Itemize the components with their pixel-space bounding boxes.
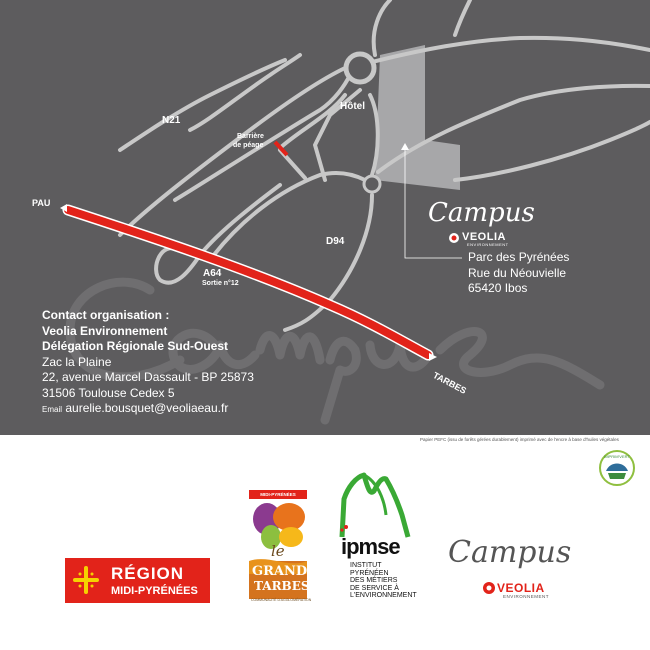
paper-note: Papier PEFC (issu de forêts gérées durablement) imprimé avec de l'encre à base d'huiles végétales <box>420 437 619 442</box>
ipmse-line-5: L'ENVIRONNEMENT <box>350 592 417 600</box>
tarbes-label: TARBES <box>431 370 469 396</box>
grand-tarbes-logo <box>249 490 312 606</box>
roundabout-south <box>364 176 380 192</box>
ipmse-tagline <box>350 562 417 600</box>
secondary-roads <box>120 0 650 330</box>
ipmse-line-4: DE SERVICE À <box>350 584 399 592</box>
contact-org-2: Délégation Régionale Sud-Ouest <box>42 339 229 353</box>
occitan-cross-icon <box>73 566 99 594</box>
grand-tarbes-grand: GRAND <box>252 564 308 579</box>
region-title: RÉGION <box>111 564 185 583</box>
hotel-label: Hôtel <box>340 101 365 112</box>
address-line-3: 65420 Ibos <box>468 281 528 295</box>
d94-label: D94 <box>326 236 345 247</box>
ipmse-mountain-graphic <box>336 469 416 539</box>
address-line-1: Parc des Pyrénées <box>468 250 570 264</box>
barriere-label-1: Barrière <box>237 133 264 140</box>
contact-address-3: 31506 Toulouse Cedex 5 <box>42 385 175 400</box>
n21-label: N21 <box>162 115 181 126</box>
pau-label: PAU <box>32 198 51 208</box>
veolia-drop-icon <box>482 581 496 595</box>
footer-veolia-word: VEOLIA <box>497 581 545 595</box>
sortie-label: Sortie n°12 <box>202 280 239 287</box>
footer-environnement-word: ENVIRONNEMENT <box>503 594 550 599</box>
email-link[interactable]: aurelie.bousquet@veoliaeau.fr <box>65 401 229 415</box>
footer-campus-script: Campus <box>448 535 572 570</box>
map-veolia-word: VEOLIA <box>462 231 506 243</box>
map-environnement-word: ENVIRONNEMENT <box>467 242 509 247</box>
roundabout-north <box>346 54 374 82</box>
contact-org-1: Veolia Environnement <box>42 323 168 338</box>
grand-tarbes-sub: COMMUNAUTÉ D'AGGLOMÉRATION <box>251 598 312 602</box>
contact-address-2: 22, avenue Marcel Dassault - BP 25873 <box>42 370 254 384</box>
grand-tarbes-le: le <box>271 542 285 560</box>
ipmse-line-1: INSTITUT <box>350 562 382 569</box>
map-campus-logo-mark <box>449 233 459 243</box>
contact-heading: Contact organisation : <box>42 308 170 322</box>
a64-label: A64 <box>203 268 222 279</box>
site-address <box>468 250 569 297</box>
contact-address-1: Zac la Plaine <box>42 354 112 369</box>
grand-tarbes-tarbes: TARBES <box>254 579 310 593</box>
region-midi-pyrenees-logo <box>65 558 210 603</box>
footer <box>0 435 650 650</box>
email-label: Email <box>42 405 63 414</box>
ipmse-wordmark: ipmse <box>341 534 400 559</box>
ipmse-line-3: DES MÉTIERS <box>350 577 398 585</box>
map-campus-script: Campus <box>428 198 535 228</box>
imprim-vert-text: IMPRIM'VERT <box>604 454 630 459</box>
ipmse-line-2: PYRÉNÉEN <box>350 569 389 577</box>
address-line-2: Rue du Néouvielle <box>468 265 567 280</box>
region-subtitle: MIDI-PYRÉNÉES <box>111 585 198 597</box>
parc-des-pyrenees-area <box>375 45 460 190</box>
barriere-label-2: de péage <box>233 142 264 149</box>
contact-block <box>42 308 254 418</box>
imprim-vert-logo <box>598 449 636 487</box>
grand-tarbes-top: MIDI-PYRÉNÉES <box>249 490 307 499</box>
